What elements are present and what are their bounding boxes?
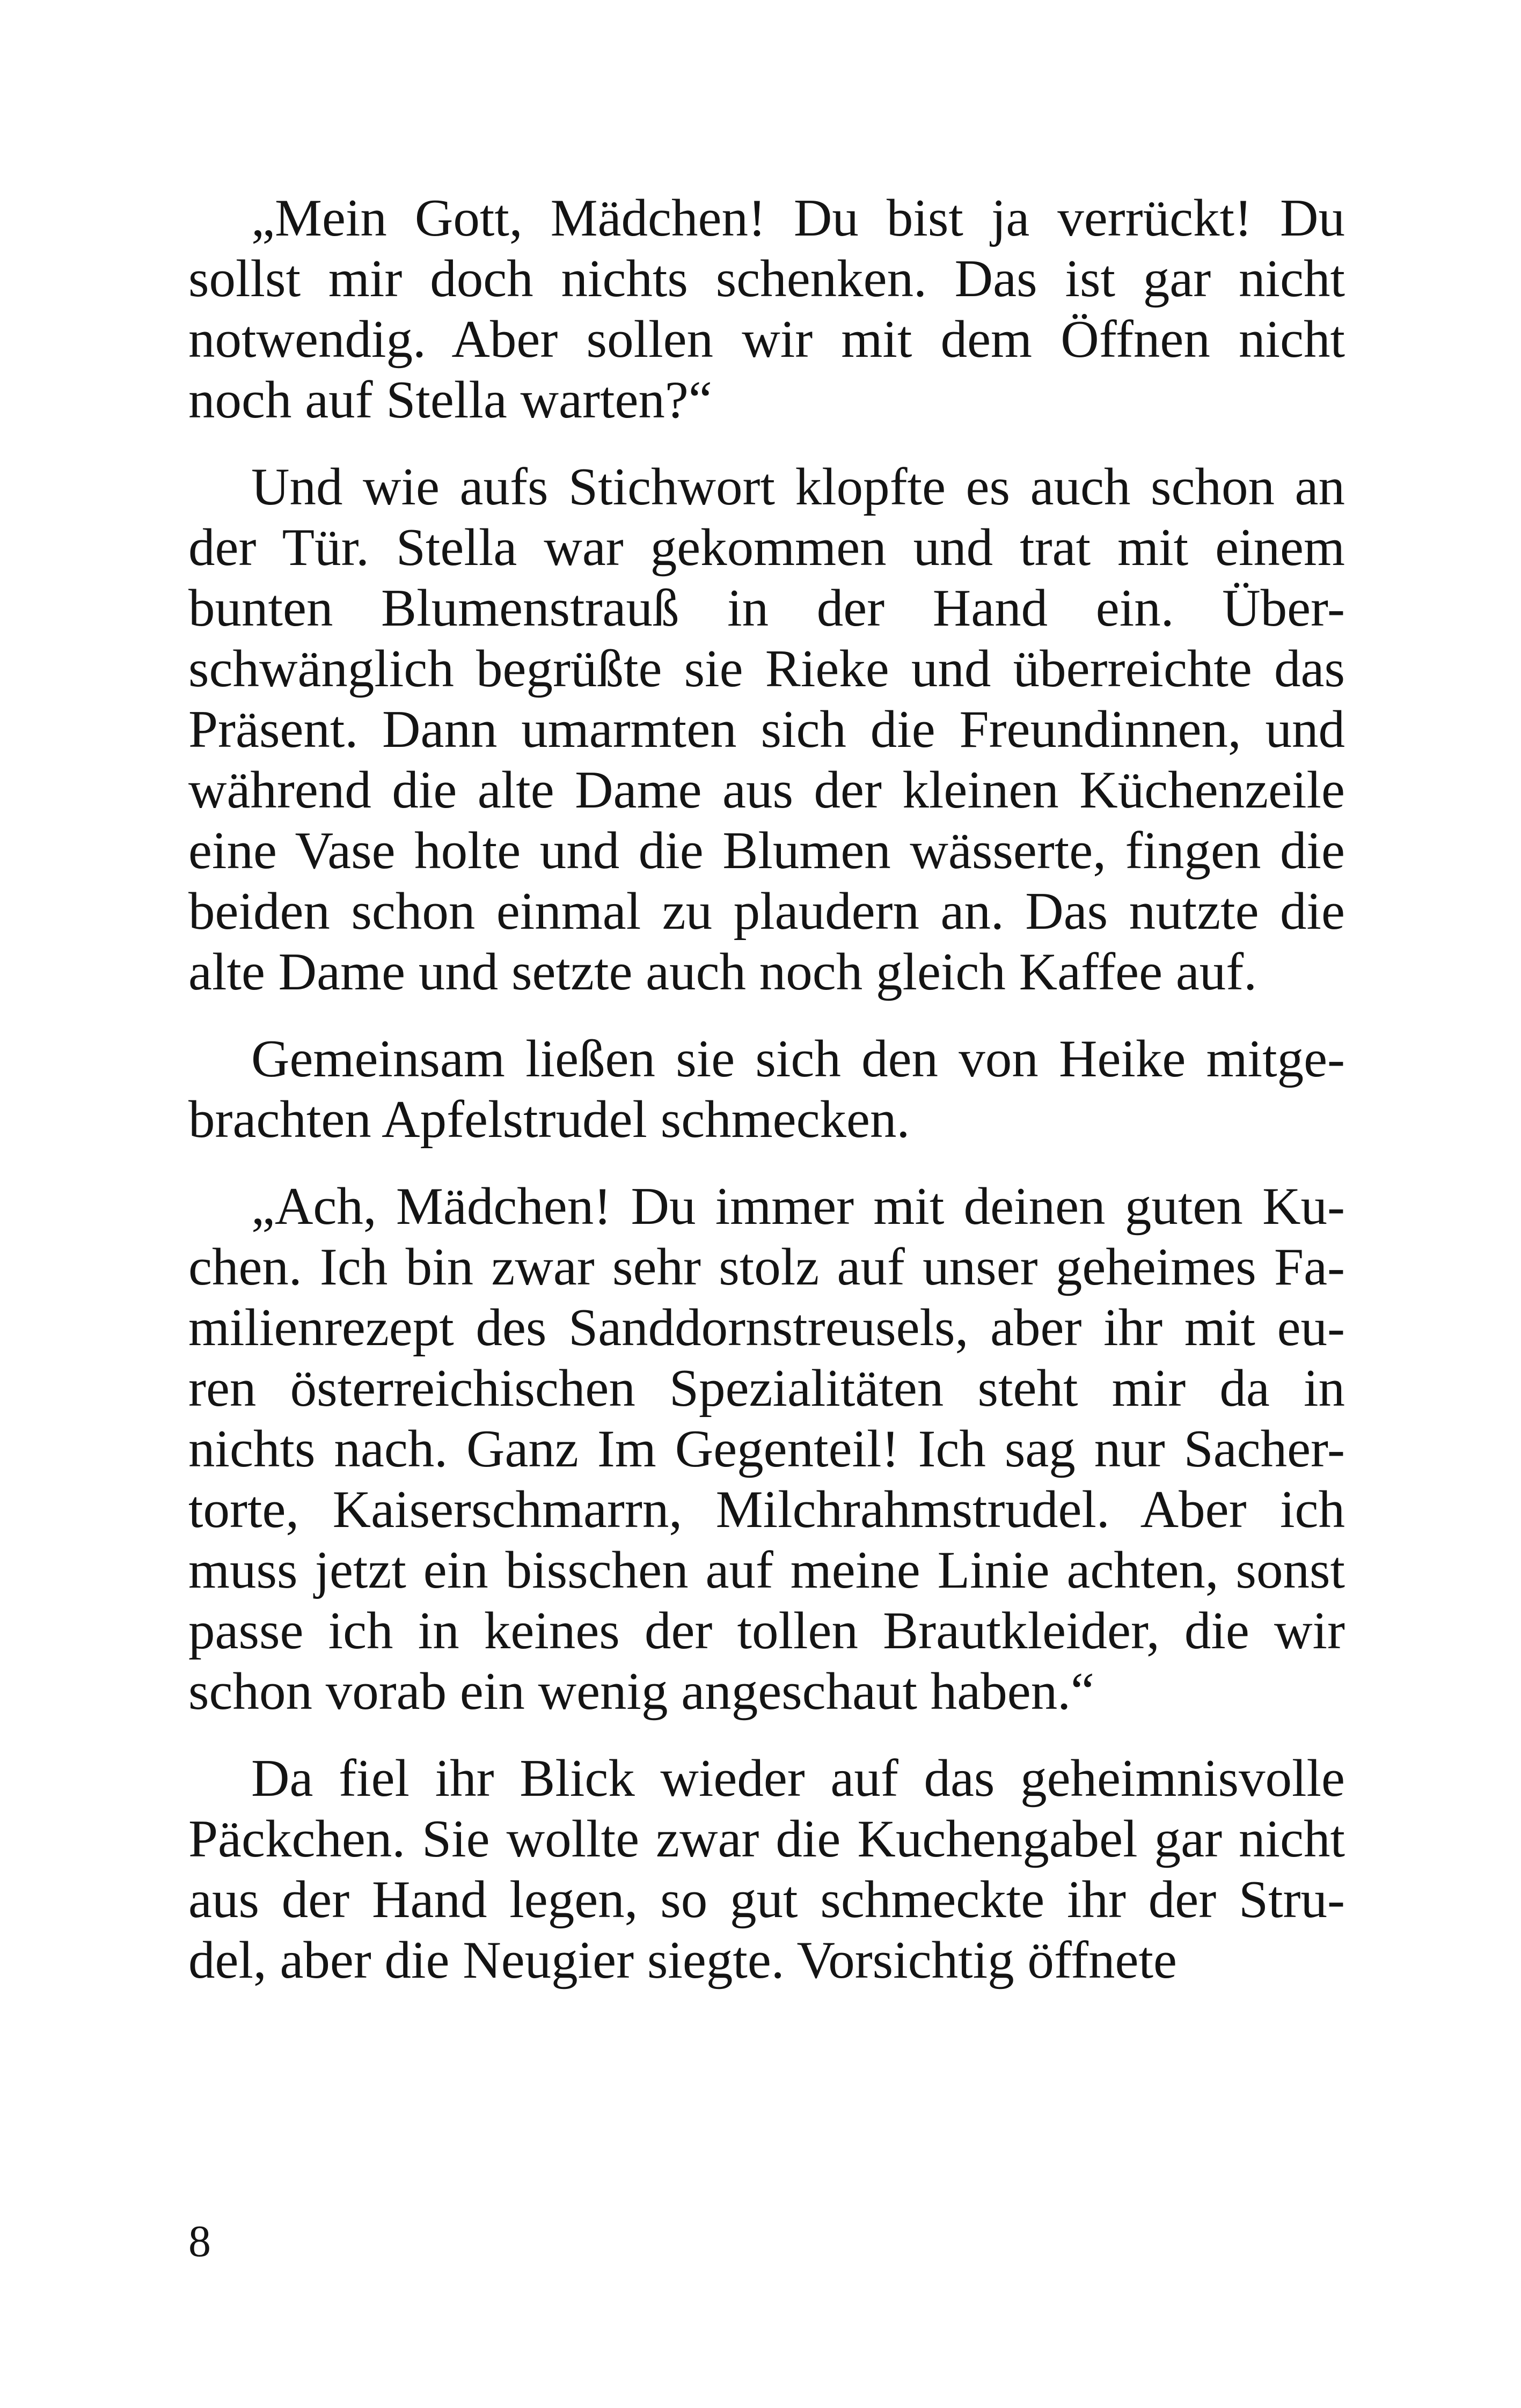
text-line: der Tür. Stella war gekommen und trat mit einem	[188, 518, 1345, 577]
text-line: „Mein Gott, Mädchen! Du bist ja verrückt! Du	[251, 189, 1345, 247]
paragraph-2	[188, 457, 1345, 1002]
text-line: aus der Hand legen, so gut schmeckte ihr der Stru-	[188, 1870, 1345, 1929]
text-line: Da fiel ihr Blick wieder auf das geheimnisvolle	[251, 1749, 1345, 1808]
text-line: nichts nach. Ganz Im Gegenteil! Ich sag nur Sacher-	[188, 1420, 1345, 1478]
text-line: alte Dame und setzte auch noch gleich Kaffee auf.	[188, 943, 1257, 1001]
text-line: brachten Apfelstrudel schmecken.	[188, 1090, 910, 1149]
text-line: eine Vase holte und die Blumen wässerte, fingen die	[188, 821, 1345, 880]
text-line: während die alte Dame aus der kleinen Küchenzeile	[188, 761, 1345, 819]
text-line: notwendig. Aber sollen wir mit dem Öffnen nicht	[188, 310, 1345, 369]
text-line: torte, Kaiserschmarrn, Milchrahmstrudel. Aber ich	[188, 1480, 1345, 1539]
text-line: chen. Ich bin zwar sehr stolz auf unser geheimes Fa-	[188, 1238, 1345, 1296]
page-number: 8	[188, 2216, 211, 2266]
text-line: Päckchen. Sie wollte zwar die Kuchengabel gar nicht	[188, 1810, 1345, 1868]
text-line: bunten Blumenstrauß in der Hand ein. Über-	[188, 579, 1345, 637]
text-line: Präsent. Dann umarmten sich die Freundinnen, und	[188, 700, 1345, 759]
text-line: Gemeinsam ließen sie sich den von Heike mitge-	[251, 1030, 1345, 1088]
text-line: milienrezept des Sanddornstreusels, aber ihr mit eu-	[188, 1298, 1345, 1357]
text-line: Und wie aufs Stichwort klopfte es auch schon an	[251, 458, 1345, 516]
paragraph-3	[188, 1029, 1345, 1150]
text-line: „Ach, Mädchen! Du immer mit deinen guten Ku-	[251, 1177, 1345, 1236]
body-text	[188, 188, 1345, 2017]
text-line: del, aber die Neugier siegte. Vorsichtig öffnete	[188, 1931, 1177, 1989]
text-line: ren österreichischen Spezialitäten steht mir da in	[188, 1359, 1345, 1418]
text-line: schon vorab ein wenig angeschaut haben.“	[188, 1662, 1094, 1721]
text-line: passe ich in keines der tollen Brautkleider, die wir	[188, 1602, 1345, 1660]
text-line: noch auf Stella warten?“	[188, 371, 712, 429]
text-line: sollst mir doch nichts schenken. Das ist gar nicht	[188, 249, 1345, 308]
text-line: beiden schon einmal zu plaudern an. Das nutzte die	[188, 882, 1345, 941]
paragraph-5	[188, 1748, 1345, 1991]
text-line: muss jetzt ein bisschen auf meine Linie achten, sonst	[188, 1541, 1345, 1599]
paragraph-4	[188, 1176, 1345, 1722]
text-line: schwänglich begrüßte sie Rieke und überreichte das	[188, 640, 1345, 698]
paragraph-1	[188, 188, 1345, 430]
